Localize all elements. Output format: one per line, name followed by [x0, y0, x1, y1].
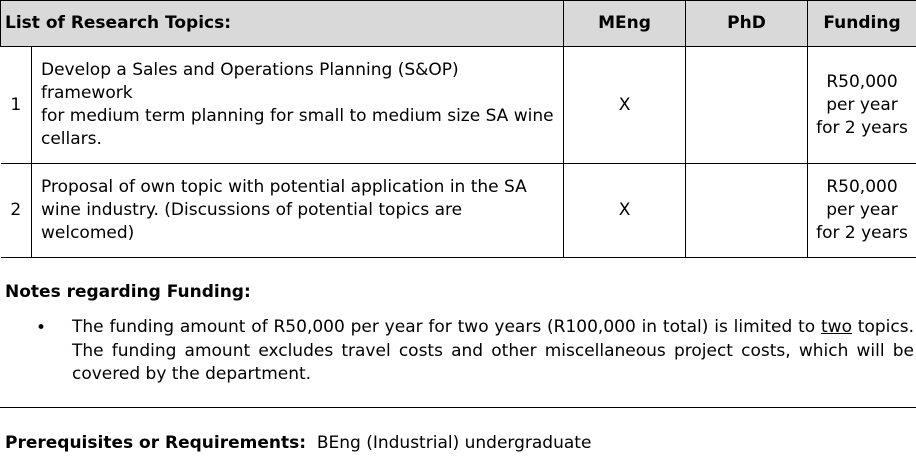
prerequisites — [5, 433, 591, 453]
meng-mark: X — [564, 47, 686, 164]
funding-amount — [808, 164, 916, 258]
funding-line: for 2 years — [816, 223, 908, 243]
topic-line: Develop a Sales and Operations Planning (S&OP) framework — [41, 60, 459, 103]
meng-mark: X — [564, 164, 686, 258]
note-text: topics. The funding amount excludes travel costs and other miscellaneous project costs, which will be covered by the department. — [72, 317, 914, 384]
topic-line: cellars. — [41, 129, 102, 149]
section-divider — [0, 407, 916, 408]
topic-line: wine industry. (Discussions of potential topics are — [41, 200, 463, 220]
header-phd: PhD — [686, 1, 808, 47]
topic-line: Proposal of own topic with potential application in the SA — [41, 177, 527, 197]
note-underlined-word: two — [821, 317, 852, 337]
topic-number: 1 — [1, 47, 32, 164]
prerequisites-label: Prerequisites or Requirements: — [5, 433, 307, 453]
funding-line: R50,000 — [826, 71, 898, 92]
header-funding: Funding — [808, 1, 916, 47]
phd-mark — [686, 47, 808, 164]
note-text: The funding amount of R50,000 per year for two years (R100,000 in total) is limited to — [72, 317, 821, 337]
funding-line: per year — [826, 94, 898, 115]
bullet-icon: • — [36, 318, 47, 338]
topic-line: for medium term planning for small to medium size SA wine — [41, 106, 554, 126]
table-header-row — [1, 1, 916, 47]
topic-description — [32, 164, 564, 258]
notes-heading: Notes regarding Funding: — [5, 282, 251, 302]
topic-line: welcomed) — [41, 223, 135, 243]
table-row — [1, 164, 916, 258]
funding-note — [72, 316, 914, 387]
table-row — [1, 47, 916, 164]
phd-mark — [686, 164, 808, 258]
funding-line: for 2 years — [816, 117, 908, 138]
prerequisites-value: BEng (Industrial) undergraduate — [316, 433, 592, 453]
header-meng: MEng — [564, 1, 686, 47]
topic-description — [32, 47, 564, 164]
topic-number: 2 — [1, 164, 32, 258]
funding-amount — [808, 47, 916, 164]
header-research-topics: List of Research Topics: — [1, 1, 564, 47]
funding-line: per year — [826, 200, 898, 220]
funding-line: R50,000 — [826, 177, 898, 197]
